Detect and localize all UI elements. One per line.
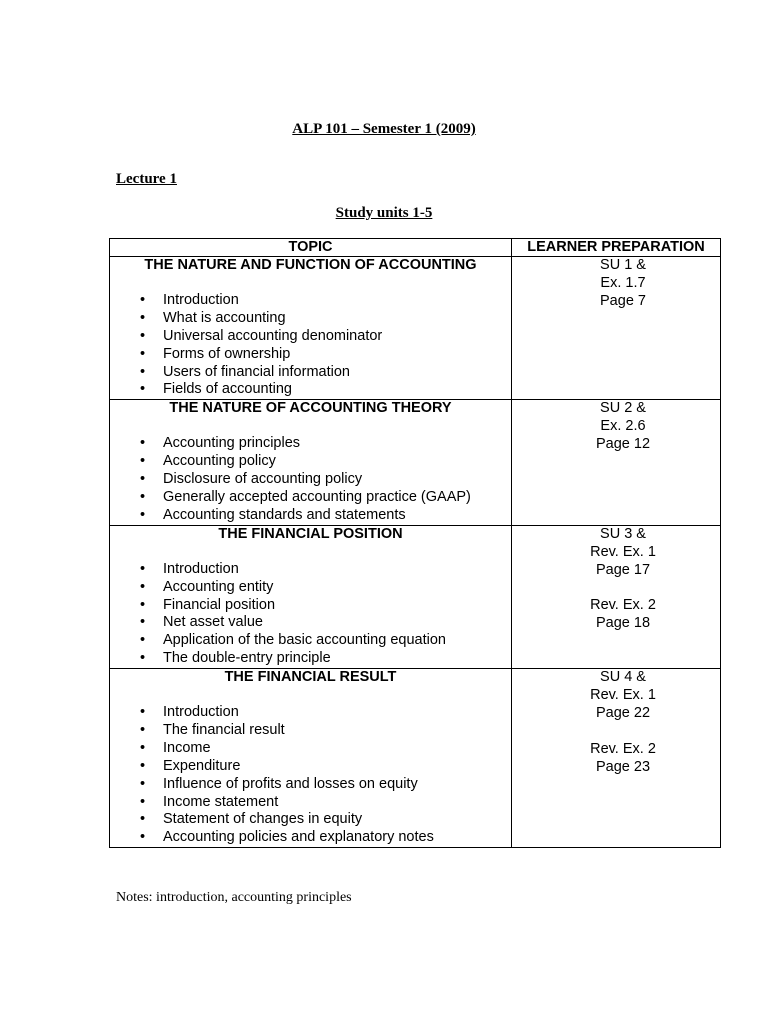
topic-cell xyxy=(110,257,512,400)
list-item: • Generally accepted accounting practice (GAAP) xyxy=(140,489,511,507)
preparation-line: Ex. 1.7 xyxy=(600,274,646,291)
preparation-line: Page 7 xyxy=(600,292,646,309)
preparation-line: SU 2 & xyxy=(600,400,646,417)
list-item: • Accounting entity xyxy=(140,579,511,597)
study-units-heading: Study units 1-5 xyxy=(335,205,433,221)
preparation-line: Rev. Ex. 1 xyxy=(590,687,656,704)
preparation-line: Rev. Ex. 2 xyxy=(590,597,656,614)
learner-preparation-cell xyxy=(512,400,721,525)
preparation-line xyxy=(526,723,720,741)
preparation-line: Page 23 xyxy=(595,758,651,775)
list-item: • Application of the basic accounting equation xyxy=(140,632,511,650)
topic-title: THE FINANCIAL RESULT xyxy=(224,669,397,686)
learner-preparation-cell xyxy=(512,669,721,848)
table-row xyxy=(110,400,721,525)
lecture-heading: Lecture 1 xyxy=(116,171,177,187)
preparation-line: Page 12 xyxy=(595,436,651,453)
table-row xyxy=(110,669,721,848)
learner-preparation-column-header: LEARNER PREPARATION xyxy=(512,239,721,257)
preparation-line: Rev. Ex. 1 xyxy=(590,543,656,560)
list-item: • The financial result xyxy=(140,722,511,740)
document-title: ALP 101 – Semester 1 (2009) xyxy=(292,121,476,137)
list-item: • Introduction xyxy=(140,561,511,579)
topic-list xyxy=(110,435,511,525)
topic-cell xyxy=(110,400,512,525)
topic-list xyxy=(110,292,511,399)
topic-title: THE NATURE AND FUNCTION OF ACCOUNTING xyxy=(144,257,477,273)
list-item: • Financial position xyxy=(140,597,511,615)
preparation-line: Page 18 xyxy=(595,615,651,632)
list-item: • Accounting standards and statements xyxy=(140,507,511,525)
list-item: • Fields of accounting xyxy=(140,381,511,399)
list-item: • Net asset value xyxy=(140,614,511,632)
preparation-line: SU 1 & xyxy=(600,257,646,273)
topic-cell xyxy=(110,669,512,848)
table-header-row xyxy=(110,239,721,257)
list-item: • Accounting policy xyxy=(140,453,511,471)
preparation-line: Rev. Ex. 2 xyxy=(590,740,656,757)
lecture-schedule-table xyxy=(109,238,721,848)
list-item: • Accounting policies and explanatory notes xyxy=(140,829,511,847)
list-item: • Users of financial information xyxy=(140,364,511,382)
list-item: • Introduction xyxy=(140,704,511,722)
list-item: • Disclosure of accounting policy xyxy=(140,471,511,489)
notes-text: Notes: introduction, accounting principles xyxy=(116,890,352,905)
list-item: • The double-entry principle xyxy=(140,650,511,668)
list-item: • Income statement xyxy=(140,794,511,812)
list-item: • Expenditure xyxy=(140,758,511,776)
topic-list xyxy=(110,561,511,668)
learner-preparation-cell xyxy=(512,257,721,400)
table-row xyxy=(110,525,721,668)
list-item: • Universal accounting denominator xyxy=(140,328,511,346)
list-item: • Accounting principles xyxy=(140,435,511,453)
topic-title: THE FINANCIAL POSITION xyxy=(218,525,403,542)
topic-list xyxy=(110,704,511,847)
table-body xyxy=(110,257,721,848)
list-item: • Income xyxy=(140,740,511,758)
list-item: • Forms of ownership xyxy=(140,346,511,364)
list-item: • Introduction xyxy=(140,292,511,310)
preparation-line: Ex. 2.6 xyxy=(600,418,646,435)
preparation-line: SU 4 & xyxy=(600,669,646,686)
list-item: • What is accounting xyxy=(140,310,511,328)
list-item: • Statement of changes in equity xyxy=(140,811,511,829)
list-item: • Influence of profits and losses on equity xyxy=(140,776,511,794)
topic-column-header: TOPIC xyxy=(110,239,512,257)
topic-cell xyxy=(110,525,512,668)
learner-preparation-cell xyxy=(512,525,721,668)
preparation-line: SU 3 & xyxy=(600,525,646,542)
table-row xyxy=(110,257,721,400)
preparation-line xyxy=(526,580,720,598)
topic-title: THE NATURE OF ACCOUNTING THEORY xyxy=(169,400,452,417)
preparation-line: Page 17 xyxy=(595,561,651,578)
preparation-line: Page 22 xyxy=(595,704,651,721)
